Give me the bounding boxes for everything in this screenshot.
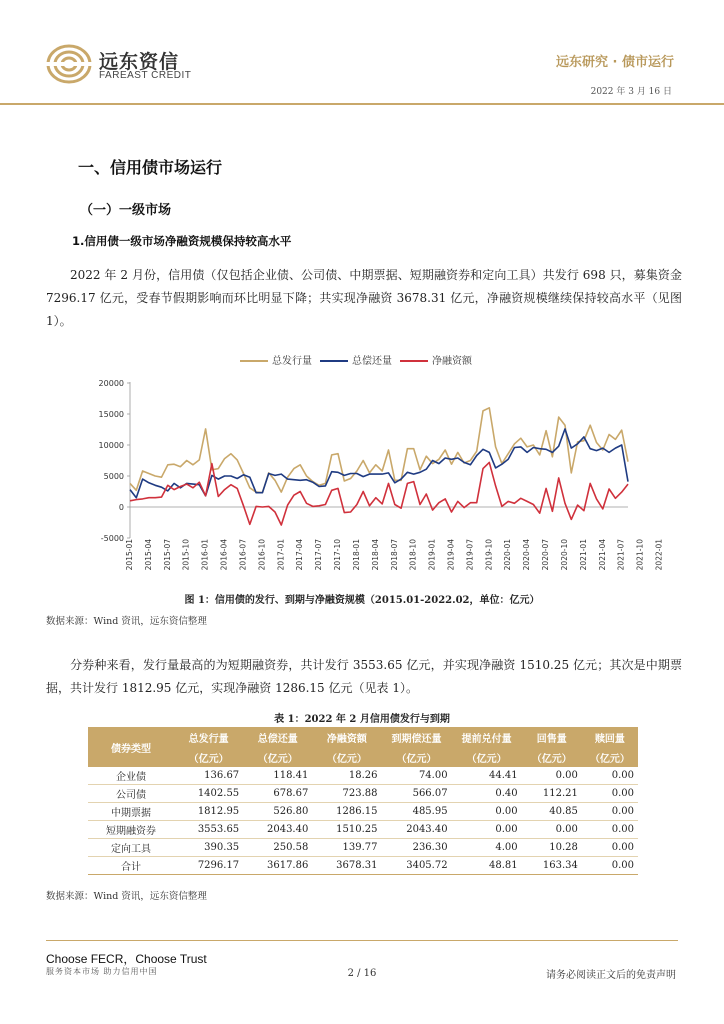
value-cell: 0.00 bbox=[582, 821, 638, 839]
value-cell: 0.00 bbox=[582, 785, 638, 803]
section-heading: 一、信用债市场运行 bbox=[78, 158, 223, 177]
value-cell: 1812.95 bbox=[174, 803, 243, 821]
x-tick-label: 2020-01 bbox=[503, 539, 513, 571]
body-paragraph-2 bbox=[46, 654, 682, 700]
x-tick-label: 2020-04 bbox=[522, 539, 532, 571]
table-row bbox=[88, 767, 638, 785]
value-cell: 3678.31 bbox=[312, 857, 381, 875]
legend-label: 总偿还量 bbox=[352, 356, 392, 367]
table-header-unit: （亿元） bbox=[312, 747, 381, 767]
legend-label: 总发行量 bbox=[272, 356, 312, 367]
subsection-heading: （一）一级市场 bbox=[80, 203, 172, 218]
value-cell: 4.00 bbox=[452, 839, 522, 857]
value-cell: 48.81 bbox=[452, 857, 522, 875]
value-cell: 44.41 bbox=[452, 767, 522, 785]
bond-type-cell: 中期票据 bbox=[88, 803, 174, 821]
x-tick-label: 2020-07 bbox=[541, 539, 551, 571]
table-header-unit: （亿元） bbox=[382, 747, 452, 767]
table-header-cell: 赎回量 bbox=[582, 727, 638, 747]
page-number: 2 / 16 bbox=[347, 968, 377, 979]
x-tick-label: 2015-10 bbox=[181, 539, 191, 571]
table-row bbox=[88, 839, 638, 857]
series-line bbox=[130, 408, 628, 493]
value-cell: 136.67 bbox=[174, 767, 243, 785]
paragraph-text: 2022 年 2 月份，信用债（仅包括企业债、公司债、中期票据、短期融资券和定向工具）共发行 698 只，募集资金 7296.17 亿元，受春节假期影响而环比明显下降；共实现净融资 3678.31 亿元，净融资规模继续保持较高水平（见图 1）。 bbox=[46, 268, 682, 328]
x-tick-label: 2016-04 bbox=[219, 539, 229, 571]
table-header-cell: 到期偿还量 bbox=[382, 727, 452, 747]
value-cell: 0.00 bbox=[582, 767, 638, 785]
table-header-cell: 总偿还量 bbox=[243, 727, 312, 747]
bond-type-cell: 短期融资券 bbox=[88, 821, 174, 839]
value-cell: 0.40 bbox=[452, 785, 522, 803]
brand-name-cn: 远东资信 bbox=[99, 51, 180, 73]
bond-type-cell: 定向工具 bbox=[88, 839, 174, 857]
x-tick-label: 2021-01 bbox=[578, 539, 588, 571]
value-cell: 0.00 bbox=[582, 803, 638, 821]
topic-heading: 1.信用债一级市场净融资规模保持较高水平 bbox=[72, 234, 292, 248]
footer-tagline: 服务资本市场 助力信用中国 bbox=[46, 967, 158, 976]
table-header-cell: 债券类型 bbox=[88, 727, 174, 767]
value-cell: 2043.40 bbox=[243, 821, 312, 839]
y-tick-label: 10000 bbox=[98, 441, 124, 450]
table-caption: 表 1：2022 年 2 月信用债发行与到期 bbox=[274, 714, 450, 725]
table-header-cell: 提前兑付量 bbox=[452, 727, 522, 747]
x-tick-label: 2018-10 bbox=[408, 539, 418, 571]
table-row bbox=[88, 821, 638, 839]
value-cell: 485.95 bbox=[382, 803, 452, 821]
table-header-cell: 回售量 bbox=[522, 727, 582, 747]
value-cell: 163.34 bbox=[522, 857, 582, 875]
bond-type-cell: 公司债 bbox=[88, 785, 174, 803]
x-tick-label: 2016-07 bbox=[238, 539, 248, 571]
x-tick-label: 2019-07 bbox=[465, 539, 475, 571]
y-tick-label: 15000 bbox=[98, 410, 124, 419]
table-header-unit: （亿元） bbox=[582, 747, 638, 767]
figure-caption: 图 1：信用债的发行、到期与净融资规模（2015.01-2022.02，单位：亿元） bbox=[184, 595, 540, 606]
legend-label: 净融资额 bbox=[432, 356, 472, 367]
value-cell: 112.21 bbox=[522, 785, 582, 803]
value-cell: 18.26 bbox=[312, 767, 381, 785]
x-tick-label: 2021-07 bbox=[616, 539, 626, 571]
x-tick-label: 2015-04 bbox=[143, 539, 153, 571]
y-tick-label: 20000 bbox=[98, 379, 124, 388]
series-line bbox=[130, 462, 628, 525]
body-paragraph-1 bbox=[46, 264, 682, 333]
x-tick-label: 2019-01 bbox=[427, 539, 437, 571]
value-cell: 10.28 bbox=[522, 839, 582, 857]
value-cell: 236.30 bbox=[382, 839, 452, 857]
table-source: 数据来源：Wind 资讯，远东资信整理 bbox=[46, 891, 207, 902]
report-section-label: 远东研究 · 债市运行 bbox=[556, 55, 674, 70]
fareast-logo-icon bbox=[46, 43, 92, 85]
y-tick-label: -5000 bbox=[100, 534, 124, 543]
x-tick-label: 2017-01 bbox=[276, 539, 286, 571]
value-cell: 1510.25 bbox=[312, 821, 381, 839]
value-cell: 0.00 bbox=[452, 821, 522, 839]
value-cell: 723.88 bbox=[312, 785, 381, 803]
x-tick-label: 2016-01 bbox=[200, 539, 210, 571]
table-row bbox=[88, 857, 638, 875]
value-cell: 0.00 bbox=[582, 839, 638, 857]
value-cell: 74.00 bbox=[382, 767, 452, 785]
value-cell: 3617.86 bbox=[243, 857, 312, 875]
issuance-maturity-table bbox=[88, 727, 638, 875]
x-tick-label: 2017-07 bbox=[314, 539, 324, 571]
table-header-cell: 净融资额 bbox=[312, 727, 381, 747]
table-row bbox=[88, 785, 638, 803]
figure-source: 数据来源：Wind 资讯，远东资信整理 bbox=[46, 616, 207, 627]
x-tick-label: 2016-10 bbox=[257, 539, 267, 571]
x-tick-label: 2020-10 bbox=[559, 539, 569, 571]
table-header-cell: 总发行量 bbox=[174, 727, 243, 747]
footer-divider bbox=[46, 940, 678, 941]
x-tick-label: 2015-07 bbox=[162, 539, 172, 571]
value-cell: 0.00 bbox=[522, 821, 582, 839]
disclaimer-note: 请务必阅读正文后的免责声明 bbox=[546, 970, 676, 981]
value-cell: 7296.17 bbox=[174, 857, 243, 875]
value-cell: 526.80 bbox=[243, 803, 312, 821]
table-row bbox=[88, 803, 638, 821]
footer-slogan: Choose FECR，Choose Trust bbox=[46, 952, 207, 966]
x-tick-label: 2019-04 bbox=[446, 539, 456, 571]
x-tick-label: 2017-04 bbox=[295, 539, 305, 571]
value-cell: 250.58 bbox=[243, 839, 312, 857]
value-cell: 3553.65 bbox=[174, 821, 243, 839]
report-date: 2022 年 3 月 16 日 bbox=[590, 87, 672, 97]
table-header-unit: （亿元） bbox=[522, 747, 582, 767]
x-tick-label: 2018-07 bbox=[389, 539, 399, 571]
value-cell: 1402.55 bbox=[174, 785, 243, 803]
x-tick-label: 2021-04 bbox=[597, 539, 607, 571]
paragraph-text: 分券种来看，发行量最高的为短期融资券，共计发行 3553.65 亿元，并实现净融资 1510.25 亿元；其次是中期票据，共计发行 1812.95 亿元，实现净融资 1286.15 亿元（见表 1）。 bbox=[46, 658, 682, 695]
brand-name-en: FAREAST CREDIT bbox=[99, 70, 192, 81]
value-cell: 390.35 bbox=[174, 839, 243, 857]
value-cell: 40.85 bbox=[522, 803, 582, 821]
value-cell: 678.67 bbox=[243, 785, 312, 803]
y-tick-label: 5000 bbox=[103, 472, 124, 481]
value-cell: 2043.40 bbox=[382, 821, 452, 839]
x-tick-label: 2021-10 bbox=[635, 539, 645, 571]
value-cell: 3405.72 bbox=[382, 857, 452, 875]
value-cell: 0.00 bbox=[522, 767, 582, 785]
table-header-unit: （亿元） bbox=[174, 747, 243, 767]
header-divider bbox=[0, 103, 724, 105]
value-cell: 0.00 bbox=[452, 803, 522, 821]
table-header-unit: （亿元） bbox=[452, 747, 522, 767]
value-cell: 566.07 bbox=[382, 785, 452, 803]
credit-bond-line-chart bbox=[90, 344, 664, 589]
value-cell: 0.00 bbox=[582, 857, 638, 875]
bond-type-cell: 企业债 bbox=[88, 767, 174, 785]
bond-type-cell: 合计 bbox=[88, 857, 174, 875]
value-cell: 139.77 bbox=[312, 839, 381, 857]
x-tick-label: 2019-10 bbox=[484, 539, 494, 571]
x-tick-label: 2017-10 bbox=[333, 539, 343, 571]
x-tick-label: 2015-01 bbox=[125, 539, 134, 571]
x-tick-label: 2018-01 bbox=[351, 539, 361, 571]
series-line bbox=[130, 429, 628, 498]
x-tick-label: 2022-01 bbox=[654, 539, 664, 571]
x-tick-label: 2018-04 bbox=[370, 539, 380, 571]
value-cell: 118.41 bbox=[243, 767, 312, 785]
value-cell: 1286.15 bbox=[312, 803, 381, 821]
table-header-unit: （亿元） bbox=[243, 747, 312, 767]
y-tick-label: 0 bbox=[118, 503, 124, 512]
